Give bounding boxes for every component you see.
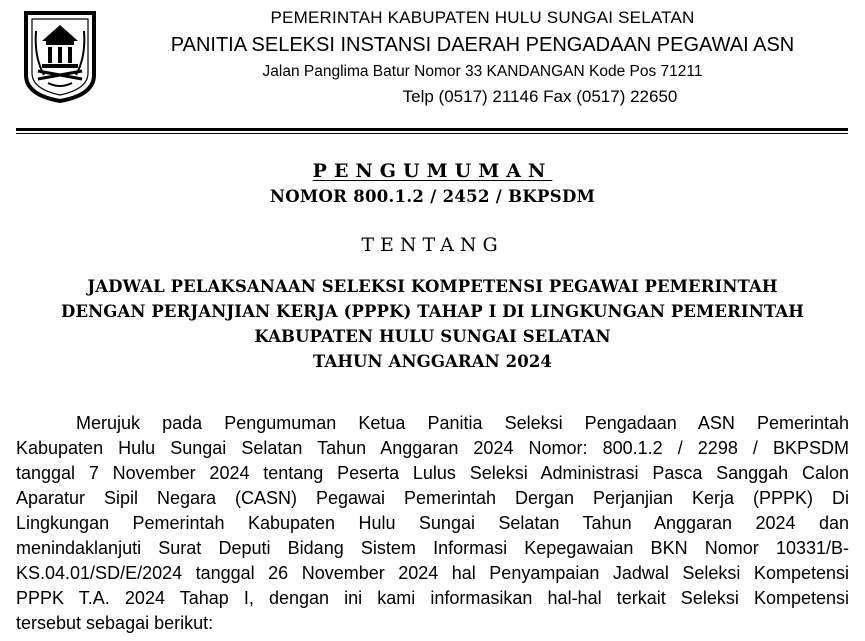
subject-line: TAHUN ANGGARAN 2024: [312, 352, 552, 371]
letterhead-phone: Telp (0517) 21146 Fax (0517) 22650: [402, 87, 678, 106]
body-line: tanggal 7 November 2024 tentang Peserta Lulus Seleksi Administrasi Pasca Sanggah Calon: [16, 463, 849, 483]
body-line: Lingkungan Pemerintah Kabupaten Hulu Sungai Selatan Tahun Anggaran 2024 dan: [16, 513, 849, 533]
announcement-title: PENGUMUMAN: [312, 160, 553, 182]
announcement-about: TENTANG: [361, 234, 504, 256]
letterhead-address: Jalan Panglima Batur Nomor 33 KANDANGAN Kode Pos 71211: [262, 63, 703, 80]
body-line: tersebut sebagai berikut:: [16, 613, 214, 633]
letterhead-government: PEMERINTAH KABUPATEN HULU SUNGAI SELATAN: [270, 8, 695, 27]
body-line: PPPK T.A. 2024 Tahap I, dengan ini kami informasikan hal-hal terkait Seleksi Kompetensi: [16, 588, 849, 608]
letterhead-committee: PANITIA SELEKSI INSTANSI DAERAH PENGADAAN PEGAWAI ASN: [170, 34, 795, 56]
body-line: Merujuk pada Pengumuman Ketua Panitia Seleksi Pengadaan ASN Pemerintah: [76, 413, 849, 433]
body-line: KS.04.01/SD/E/2024 tanggal 26 November 2024 hal Penyampaian Jadwal Seleksi Kompetensi: [16, 563, 849, 583]
subject-line: KABUPATEN HULU SUNGAI SELATAN: [254, 327, 611, 346]
body-line: menindaklanjuti Surat Deputi Bidang Sistem Informasi Kepegawaian BKN Nomor 10331/B-: [16, 538, 849, 558]
announcement-number: NOMOR 800.1.2 / 2452 / BKPSDM: [269, 187, 596, 206]
body-line: Aparatur Sipil Negara (CASN) Pegawai Pemerintah Dergan Perjanjian Kerja (PPPK) Di: [16, 488, 849, 508]
letterhead-divider: [16, 128, 848, 131]
body-line: Kabupaten Hulu Sungai Selatan Tahun Anggaran 2024 Nomor: 800.1.2 / 2298 / BKPSDM: [16, 438, 849, 458]
regency-emblem-icon: [22, 9, 98, 103]
letterhead-divider-thin: [16, 133, 848, 134]
subject-line: DENGAN PERJANJIAN KERJA (PPPK) TAHAP I DI LINGKUNGAN PEMERINTAH: [61, 302, 804, 321]
subject-line: JADWAL PELAKSANAAN SELEKSI KOMPETENSI PEGAWAI PEMERINTAH: [87, 277, 778, 296]
